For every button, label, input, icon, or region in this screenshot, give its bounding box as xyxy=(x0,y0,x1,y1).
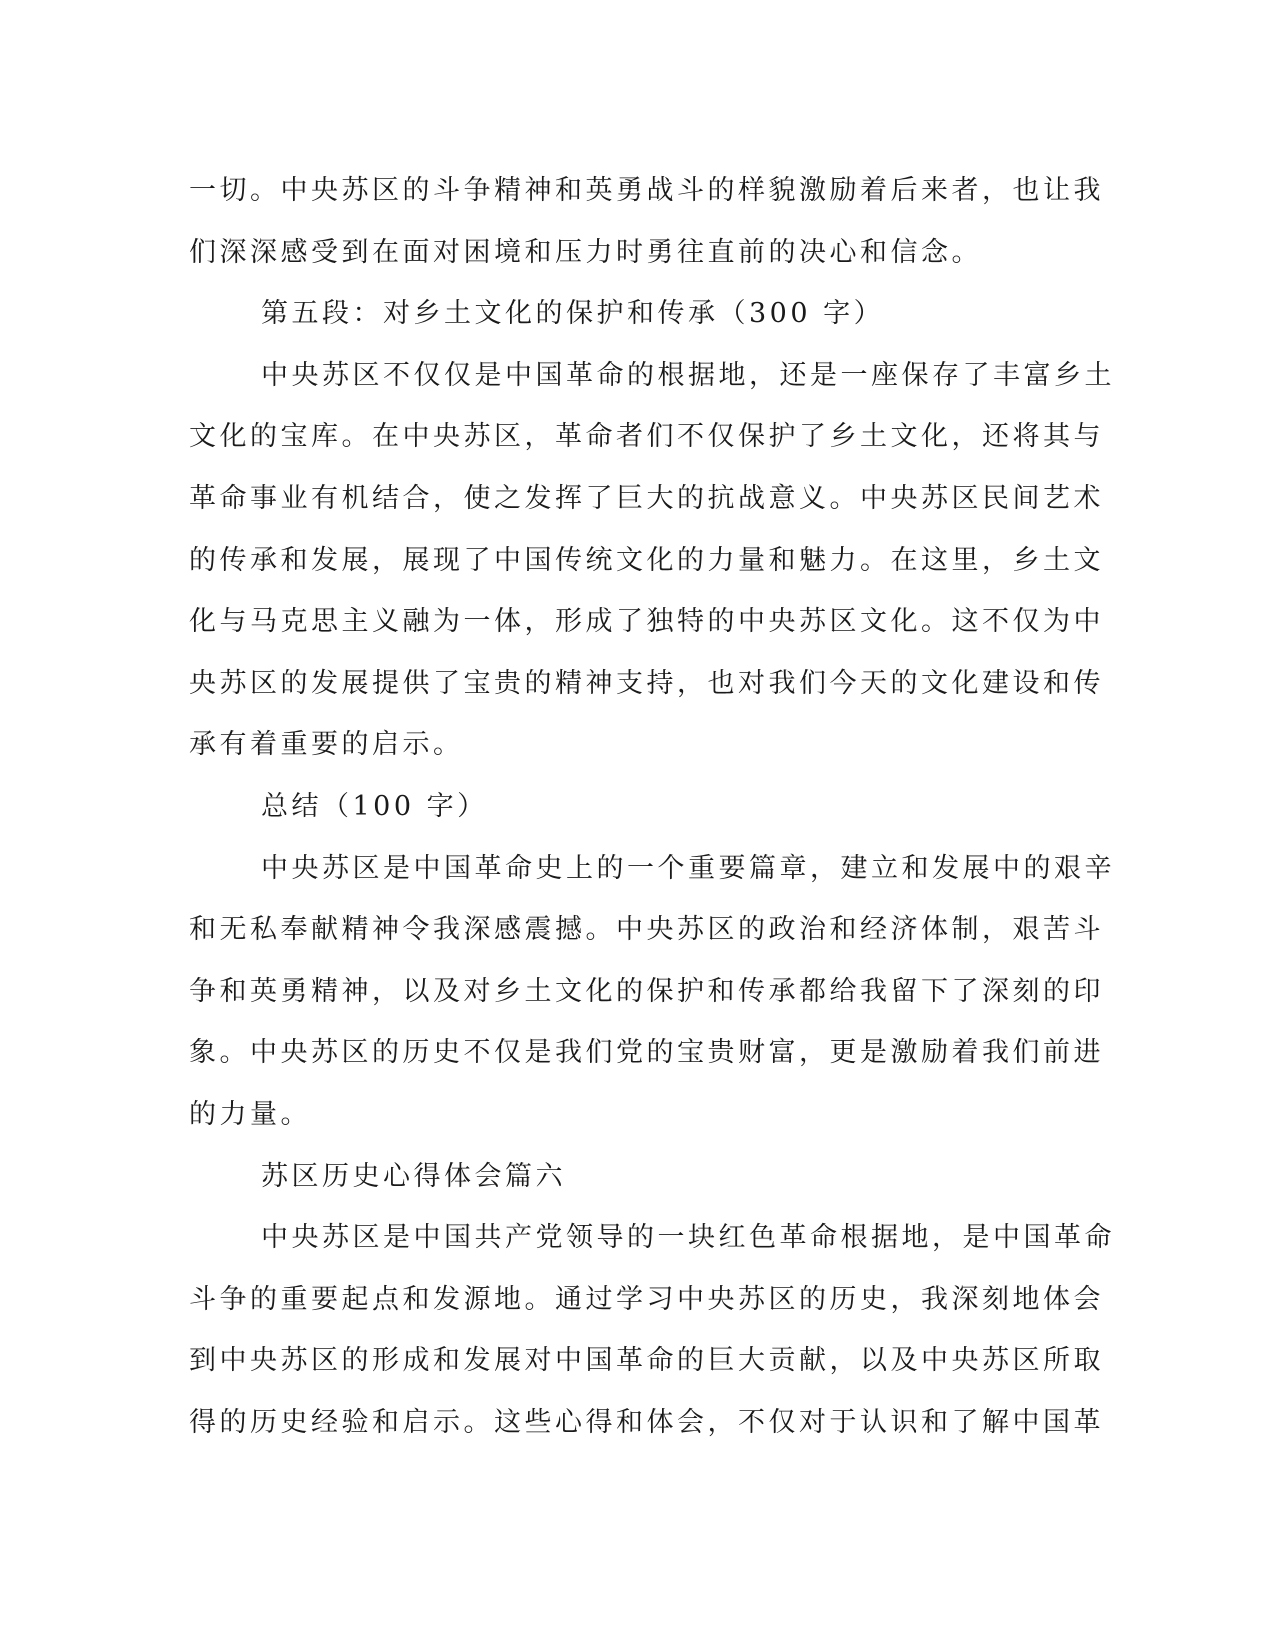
text-line: 央苏区的发展提供了宝贵的精神支持，也对我们今天的文化建设和传 xyxy=(189,667,1104,699)
text-line: 斗争的重要起点和发源地。通过学习中央苏区的历史，我深刻地体会 xyxy=(189,1283,1104,1315)
text-line: 争和英勇精神，以及对乡土文化的保护和传承都给我留下了深刻的印 xyxy=(189,975,1104,1007)
text-line: 的力量。 xyxy=(189,1098,311,1130)
text-line: 文化的宝库。在中央苏区，革命者们不仅保护了乡土文化，还将其与 xyxy=(189,421,1104,453)
text-line: 到中央苏区的形成和发展对中国革命的巨大贡献，以及中央苏区所取 xyxy=(189,1345,1104,1377)
summary-heading: 总结（100 字） xyxy=(261,790,488,822)
text-line: 化与马克思主义融为一体，形成了独特的中央苏区文化。这不仅为中 xyxy=(189,606,1104,638)
text-line: 和无私奉献精神令我深感震撼。中央苏区的政治和经济体制，艰苦斗 xyxy=(189,914,1104,946)
article-heading-6: 苏区历史心得体会篇六 xyxy=(261,1160,566,1192)
text-line: 承有着重要的启示。 xyxy=(189,729,464,761)
text-line: 中央苏区是中国共产党领导的一块红色革命根据地，是中国革命 xyxy=(261,1222,1115,1254)
text-line: 革命事业有机结合，使之发挥了巨大的抗战意义。中央苏区民间艺术 xyxy=(189,482,1104,514)
text-line: 的传承和发展，展现了中国传统文化的力量和魅力。在这里，乡土文 xyxy=(189,544,1104,576)
text-line: 得的历史经验和启示。这些心得和体会，不仅对于认识和了解中国革 xyxy=(189,1406,1104,1438)
text-line: 中央苏区是中国革命史上的一个重要篇章，建立和发展中的艰辛 xyxy=(261,852,1115,884)
section-heading-5: 第五段：对乡土文化的保护和传承（300 字） xyxy=(261,298,885,330)
text-line: 中央苏区不仅仅是中国革命的根据地，还是一座保存了丰富乡土 xyxy=(261,359,1115,391)
document-body xyxy=(189,160,1115,1453)
text-line: 们深深感受到在面对困境和压力时勇往直前的决心和信念。 xyxy=(189,236,982,268)
text-line: 一切。中央苏区的斗争精神和英勇战斗的样貌激励着后来者，也让我 xyxy=(189,175,1104,206)
text-line: 象。中央苏区的历史不仅是我们党的宝贵财富，更是激励着我们前进 xyxy=(189,1037,1104,1069)
